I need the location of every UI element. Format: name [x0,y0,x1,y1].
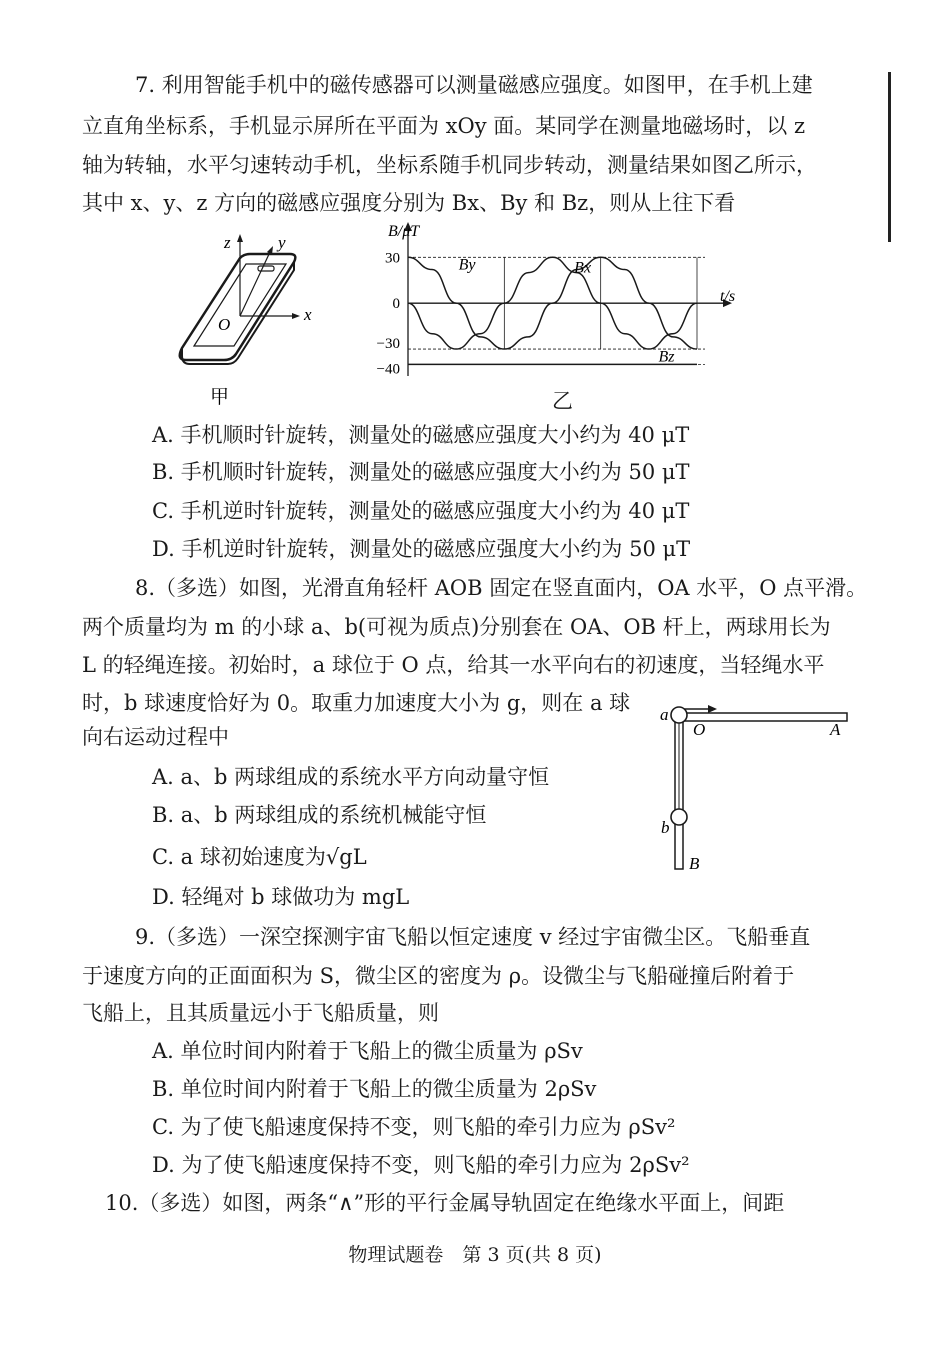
ball-b [671,809,687,825]
page-footer: 物理试题卷 第 3 页(共 8 页) [348,1244,602,1266]
y-tick-label: −30 [376,336,400,353]
q7-line-3: 轴为转轴，水平匀速转动手机，坐标系随手机同步转动，测量结果如图乙所示， [82,153,817,177]
ball-a [671,707,687,723]
series-label-Bx: Bx [574,259,592,277]
phone-body [180,254,296,360]
q7-option-d: D. 手机逆时针旋转，测量处的磁感应强度大小约为 50 μT [152,537,691,561]
q9-option-a: A. 单位时间内附着于飞船上的微尘质量为 ρSv [152,1039,583,1063]
y-tick-label: 30 [385,250,400,267]
q7-line-4: 其中 x、y、z 方向的磁感应强度分别为 Bx、By 和 Bz，则从上往下看 [82,191,736,215]
q9-line-2: 于速度方向的正面面积为 S，微尘区的密度为 ρ。设微尘与飞船碰撞后附着于 [82,964,795,988]
y-axis-label: B/μT [388,223,420,240]
q9-line-3: 飞船上，且其质量远小于飞船质量，则 [82,1001,439,1025]
y-tick-label: −40 [376,361,400,378]
q10-line-1: 10.（多选）如图，两条“∧”形的平行金属导轨固定在绝缘水平面上，间距 [105,1191,785,1215]
q8-option-a: A. a、b 两球组成的系统水平方向动量守恒 [152,765,550,789]
q8-line-3: L 的轻绳连接。初始时，a 球位于 O 点，给其一水平向右的初速度，当轻绳水平 [82,653,825,677]
q8-line-5: 向右运动过程中 [82,725,229,749]
label-b: b [661,818,670,837]
origin-label: O [218,315,231,334]
x-axis-label: t/s [720,288,736,306]
label-B: B [689,854,700,873]
q8-option-c: C. a 球初始速度为√gL [152,845,367,869]
q9-option-d: D. 为了使飞船速度保持不变，则飞船的牵引力应为 2ρSv² [152,1153,690,1177]
q9-line-1: 9.（多选）一深空探测宇宙飞船以恒定速度 v 经过宇宙微尘区。飞船垂直 [135,925,811,949]
axis-x-label: x [304,305,312,324]
y-tick-label: 0 [392,296,400,313]
margin-rule [888,72,891,242]
q8-line-4: 时，b 球速度恰好为 0。取重力加速度大小为 g，则在 a 球 [82,691,631,715]
axis-z-label: z [224,233,231,252]
q9-option-b: B. 单位时间内附着于飞船上的微尘质量为 2ρSv [152,1077,597,1101]
series-label-By: By [458,256,476,274]
q8-rod-figure [655,705,855,880]
phone-speaker [258,266,274,271]
figure-yi-caption: 乙 [552,389,573,413]
velocity-arrow-icon [708,705,717,713]
figure-jia-caption: 甲 [210,386,230,408]
q8-option-b: B. a、b 两球组成的系统机械能守恒 [152,803,487,827]
label-a: a [660,705,669,724]
q7-option-c: C. 手机逆时针旋转，测量处的磁感应强度大小约为 40 μT [152,499,690,523]
series-label-Bz: Bz [658,348,675,366]
label-o: O [693,720,706,739]
q7-line-2: 立直角坐标系，手机显示屏所在平面为 xOy 面。某同学在测量地磁场时，以 z [82,114,806,138]
q7-line-1: 7. 利用智能手机中的磁传感器可以测量磁感应强度。如图甲，在手机上建 [135,73,813,97]
q7-option-b: B. 手机顺时针旋转，测量处的磁感应强度大小约为 50 μT [152,460,690,484]
figure-yi-chart [360,222,760,412]
q9-option-c: C. 为了使飞船速度保持不变，则飞船的牵引力应为 ρSv² [152,1115,676,1139]
q8-line-2: 两个质量均为 m 的小球 a、b(可视为质点)分别套在 OA、OB 杆上，两球用长为 [82,615,831,639]
q8-line-1: 8.（多选）如图，光滑直角轻杆 AOB 固定在竖直面内，OA 水平，O 点平滑。 [135,576,868,600]
q7-option-a: A. 手机顺时针旋转，测量处的磁感应强度大小约为 40 μT [152,423,690,447]
label-A: A [830,720,841,739]
axis-y-label: y [278,233,286,252]
q8-option-d: D. 轻绳对 b 球做功为 mgL [152,885,410,909]
figure-jia-phone [168,228,328,418]
